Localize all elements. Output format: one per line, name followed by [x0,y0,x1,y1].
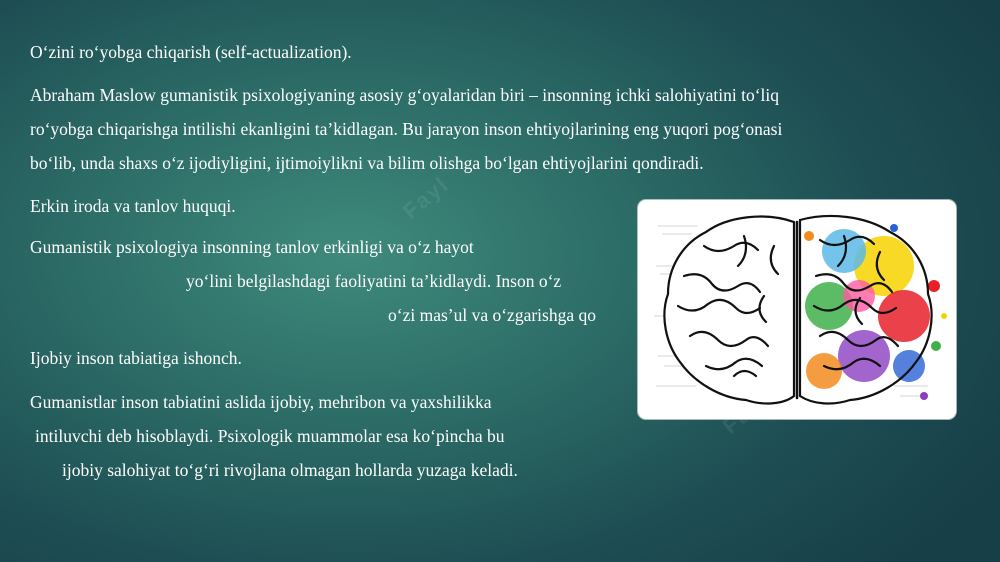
brain-icon [644,206,950,413]
paragraph-maslow-line-1: Abraham Maslow gumanistik psixologiyaning asosiy g‘oyalaridan biri – insonning ichki salohiyatini to‘liq [30,85,780,105]
paragraph-free-will-line-2: yo‘lini belgilashdagi faoliyatini ta’kidlaydi. Inson o‘z [186,271,562,291]
paragraph-positive-nature-line-1: Gumanistlar inson tabiatini aslida ijobiy, mehribon va yaxshilikka [30,392,492,412]
heading-free-will: Erkin iroda va tanlov huquqi. [30,196,236,216]
paragraph-free-will-line-3: o‘zi mas’ul va o‘zgarishga qo [388,305,596,325]
brain-illustration [638,200,956,419]
heading-positive-nature: Ijobiy inson tabiatiga ishonch. [30,348,242,368]
paragraph-positive-nature-line-3: ijobiy salohiyat to‘g‘ri rivojlana olmagan hollarda yuzaga keladi. [62,460,518,480]
paragraph-maslow-line-3: bo‘lib, unda shaxs o‘z ijodiyligini, ijtimoiylikni va bilim olishga bo‘lgan ehtiyojlarini qondiradi. [30,153,704,173]
paragraph-maslow-line-2: ro‘yobga chiqarishga intilishi ekanligini ta’kidlagan. Bu jarayon inson ehtiyojlarining eng yuqori pog‘onasi [30,119,783,139]
heading-self-actualization: O‘zini ro‘yobga chiqarish (self-actualization). [30,42,352,62]
paragraph-positive-nature-line-2: intiluvchi deb hisoblaydi. Psixologik muammolar esa ko‘pincha bu [35,426,505,446]
paragraph-free-will-line-1: Gumanistik psixologiya insonning tanlov erkinligi va o‘z hayot [30,237,474,257]
watermark: Fayl [397,171,454,224]
